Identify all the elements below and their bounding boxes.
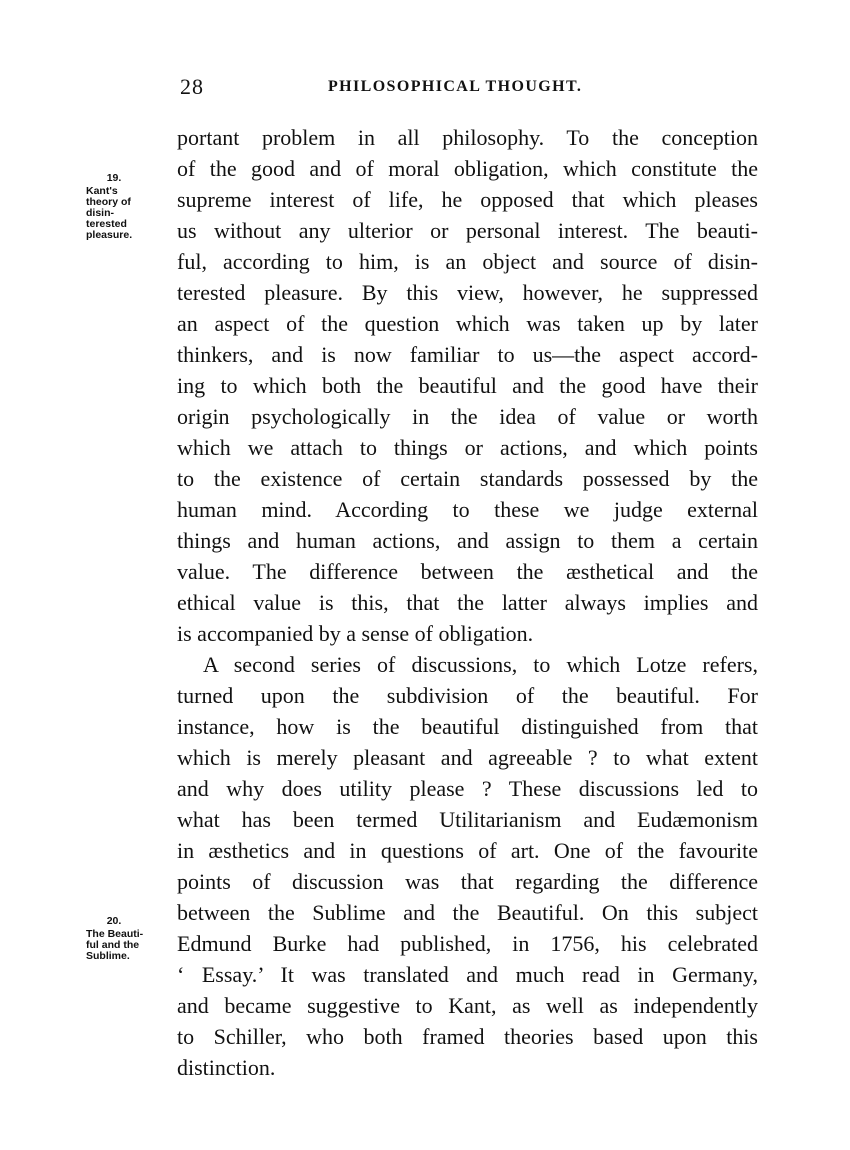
sidenote-number: 20.: [106, 915, 122, 927]
text-line: things and human actions, and assign to them a certain: [177, 528, 758, 553]
text-line: and became suggestive to Kant, as well as independently: [177, 993, 758, 1018]
sidenote-line: Kant's: [86, 185, 118, 197]
text-line: in æsthetics and in questions of art. One of the favourite: [177, 838, 758, 863]
sidenote-line: theory of: [86, 196, 131, 208]
text-line: A second series of discussions, to which Lotze refers,: [203, 652, 758, 677]
sidenote-19: [86, 173, 142, 241]
sidenote-20: [86, 916, 143, 962]
text-line: ethical value is this, that the latter always implies and: [177, 590, 758, 615]
text-line: portant problem in all philosophy. To the conception: [177, 125, 758, 150]
text-line: turned upon the subdivision of the beautiful. For: [177, 683, 758, 708]
main-text: [177, 122, 758, 1083]
text-line: ‘ Essay.’ It was translated and much read in Germany,: [177, 962, 758, 987]
text-line: to Schiller, who both framed theories based upon this: [177, 1024, 758, 1049]
text-line: points of discussion was that regarding the difference: [177, 869, 758, 894]
text-line: which we attach to things or actions, and which points: [177, 435, 758, 460]
sidenote-line: pleasure.: [86, 229, 133, 241]
text-line: origin psychologically in the idea of value or worth: [177, 404, 758, 429]
text-line: to the existence of certain standards possessed by the: [177, 466, 758, 491]
text-line: an aspect of the question which was taken up by later: [177, 311, 758, 336]
text-line: terested pleasure. By this view, however, he suppressed: [177, 280, 758, 305]
running-title: PHILOSOPHICAL THOUGHT.: [328, 78, 583, 95]
text-line: human mind. According to these we judge external: [177, 497, 758, 522]
text-line: instance, how is the beautiful distinguished from that: [177, 714, 758, 739]
sidenote-line: terested: [86, 218, 127, 230]
sidenote-line: The Beauti-: [86, 928, 144, 940]
paragraph-1: [177, 122, 758, 649]
sidenote-line: ful and the: [86, 939, 140, 951]
text-line: what has been termed Utilitarianism and Eudæmonism: [177, 807, 758, 832]
text-line: Edmund Burke had published, in 1756, his celebrated: [177, 931, 758, 956]
text-line: and why does utility please ? These discussions led to: [177, 776, 758, 801]
page-number: 28: [180, 74, 204, 99]
sidenote-line: disin-: [86, 207, 114, 219]
sidenote-line: Sublime.: [86, 950, 130, 962]
text-line: of the good and of moral obligation, which constitute the: [177, 156, 758, 181]
sidenote-number: 19.: [106, 172, 122, 184]
text-line: value. The difference between the æsthetical and the: [177, 559, 758, 584]
text-line: ing to which both the beautiful and the good have their: [177, 373, 758, 398]
text-line: us without any ulterior or personal interest. The beauti-: [177, 218, 758, 243]
paragraph-2: [177, 649, 758, 1083]
text-line: is accompanied by a sense of obligation.: [177, 621, 534, 646]
text-line: thinkers, and is now familiar to us—the aspect accord-: [177, 342, 758, 367]
text-line: between the Sublime and the Beautiful. On this subject: [177, 900, 758, 925]
text-line: ful, according to him, is an object and source of disin-: [177, 249, 758, 274]
text-line: supreme interest of life, he opposed that which pleases: [177, 187, 758, 212]
text-line: which is merely pleasant and agreeable ? to what extent: [177, 745, 758, 770]
text-line: distinction.: [177, 1055, 276, 1080]
